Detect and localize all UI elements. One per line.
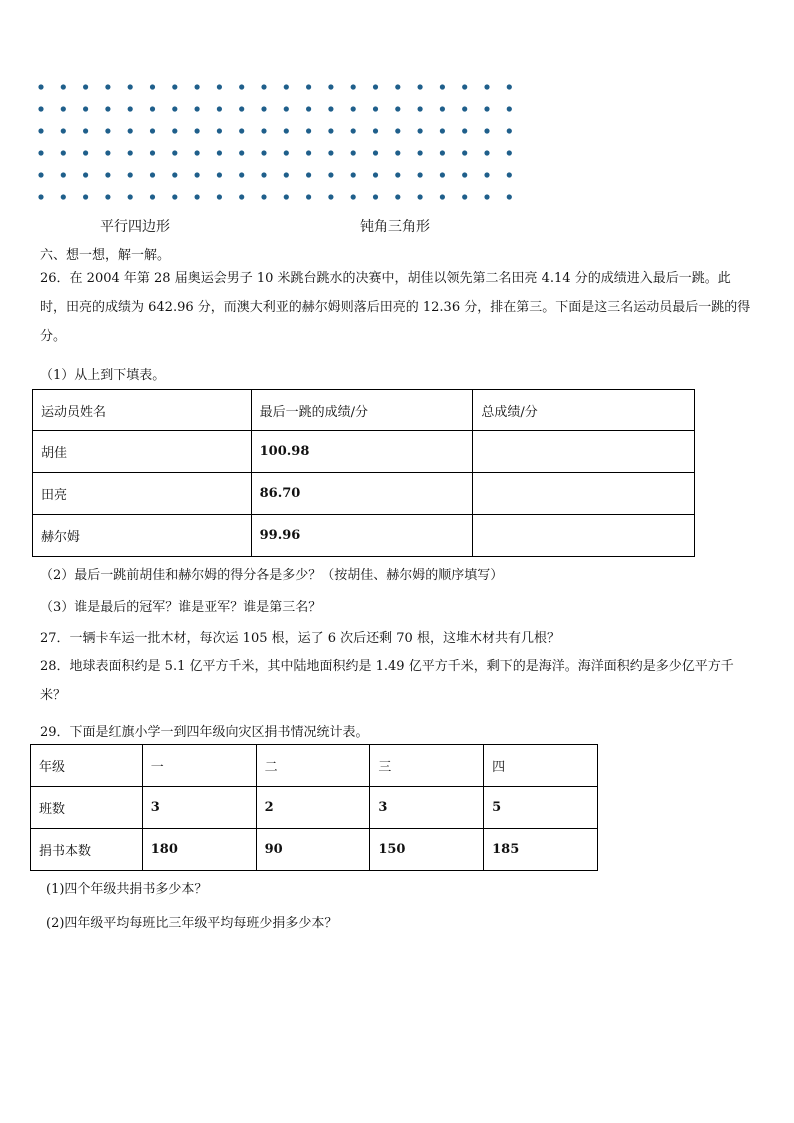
grid-dot [239, 194, 244, 199]
header-total-score: 总成绩/分 [473, 390, 695, 431]
grid-dot [105, 84, 110, 89]
grid-dot [351, 106, 356, 111]
question-26-sub2: （2）最后一跳前胡佳和赫尔姆的得分各是多少？（按胡佳、赫尔姆的顺序填写） [40, 568, 504, 583]
grid-dot [38, 150, 43, 155]
grid-dot [83, 194, 88, 199]
grid-dot [284, 128, 289, 133]
question-27-text: 27．一辆卡车运一批木材，每次运 105 根，运了 6 次后还剩 70 根，这堆木材共有几根？ [40, 631, 560, 646]
grid-dot [217, 84, 222, 89]
section-heading: 六、想一想，解一解。 [40, 248, 171, 263]
grid-dot [284, 106, 289, 111]
grid-dot [83, 172, 88, 177]
classes-cell: 5 [484, 787, 598, 829]
question-29-sub1: (1)四个年级共捐书多少本？ [46, 882, 208, 897]
grid-dot [105, 194, 110, 199]
grid-dot [105, 128, 110, 133]
grid-dot [261, 84, 266, 89]
grid-dot [150, 128, 155, 133]
grid-dot [128, 194, 133, 199]
grid-dot [195, 194, 200, 199]
grid-dot [239, 84, 244, 89]
total-score-cell[interactable] [473, 473, 695, 515]
parallelogram-label: 平行四边形 [100, 219, 170, 235]
grid-dot [418, 84, 423, 89]
grid-dot [328, 150, 333, 155]
grid-dot [195, 106, 200, 111]
grid-dot [239, 106, 244, 111]
grid-dot [395, 172, 400, 177]
grid-dot [239, 150, 244, 155]
grid-dot [395, 84, 400, 89]
grid-dot [38, 172, 43, 177]
grid-dot [507, 150, 512, 155]
grid-dot [83, 84, 88, 89]
grid-dot [284, 172, 289, 177]
header-athlete-name: 运动员姓名 [33, 390, 252, 431]
grid-dot [306, 128, 311, 133]
grid-dot [306, 194, 311, 199]
grid-dot [195, 128, 200, 133]
grid-dot [128, 150, 133, 155]
grid-dot [61, 84, 66, 89]
grid-dot [507, 84, 512, 89]
total-score-cell[interactable] [473, 515, 695, 557]
grid-dot [328, 194, 333, 199]
classes-cell: 2 [256, 787, 370, 829]
grid-dot [61, 172, 66, 177]
grid-dot [261, 194, 266, 199]
grid-dot [484, 150, 489, 155]
question-26-sub3: （3）谁是最后的冠军？谁是亚军？谁是第三名？ [40, 600, 322, 615]
grid-dot [150, 194, 155, 199]
grid-dot [418, 128, 423, 133]
table-row [31, 787, 598, 829]
athlete-name: 田亮 [33, 473, 252, 515]
grid-dot [484, 84, 489, 89]
grid-dot [195, 150, 200, 155]
grid-dot [328, 172, 333, 177]
grid-dot [440, 172, 445, 177]
grid-dot [128, 106, 133, 111]
grid-dot [373, 150, 378, 155]
grid-dot [284, 194, 289, 199]
classes-cell: 3 [142, 787, 256, 829]
header-last-jump-score: 最后一跳的成绩/分 [251, 390, 473, 431]
grid-dot [150, 84, 155, 89]
grid-dot [128, 172, 133, 177]
grade-cell: 二 [256, 745, 370, 787]
table-row [31, 829, 598, 871]
grid-dot [462, 150, 467, 155]
grid-dot [217, 194, 222, 199]
books-cell: 150 [370, 829, 484, 871]
grid-dot [261, 150, 266, 155]
grid-dot [83, 150, 88, 155]
grid-dot [418, 194, 423, 199]
grid-dot [373, 106, 378, 111]
grid-dot [195, 84, 200, 89]
last-jump-score: 100.98 [251, 431, 473, 473]
last-jump-score: 86.70 [251, 473, 473, 515]
grid-dot [38, 106, 43, 111]
grid-dot [351, 128, 356, 133]
obtuse-triangle-label: 钝角三角形 [360, 219, 430, 235]
grid-dot [306, 150, 311, 155]
grid-dot [395, 106, 400, 111]
question-26-text: 26．在 2004 年第 28 届奥运会男子 10 米跳台跳水的决赛中，胡佳以领先第二名田亮 4.14 分的成绩进入最后一跳。此时，田亮的成绩为 642.96 分，而澳大利亚的赫尔姆则落后田亮的 12.36 分，排在第三。下面是这三名运动员最后一跳的得分。 [40, 271, 751, 344]
grid-dot [306, 106, 311, 111]
total-score-cell[interactable] [473, 431, 695, 473]
grid-dot [38, 128, 43, 133]
grid-dot [239, 172, 244, 177]
grid-dot [507, 172, 512, 177]
grid-dot [38, 84, 43, 89]
grid-dot [328, 84, 333, 89]
grid-dot [328, 128, 333, 133]
grid-dot [172, 128, 177, 133]
grid-dot [172, 84, 177, 89]
grid-dot [261, 128, 266, 133]
grade-cell: 三 [370, 745, 484, 787]
grid-dot [462, 194, 467, 199]
grid-dot [484, 172, 489, 177]
grid-dot [217, 128, 222, 133]
grid-dot [484, 128, 489, 133]
grid-dot [484, 194, 489, 199]
table-row [31, 745, 598, 787]
grid-dot [217, 172, 222, 177]
grid-dot [217, 106, 222, 111]
athlete-name: 胡佳 [33, 431, 252, 473]
grid-dot [105, 172, 110, 177]
q29-donation-table [30, 744, 598, 871]
grid-dot [351, 84, 356, 89]
grid-dot [418, 150, 423, 155]
grid-dot [373, 84, 378, 89]
grid-dot [284, 150, 289, 155]
grid-dot [128, 84, 133, 89]
grid-dot [373, 194, 378, 199]
grid-dot [261, 106, 266, 111]
grid-dot [440, 106, 445, 111]
grid-dot [440, 84, 445, 89]
grid-dot [284, 84, 289, 89]
grid-dot [61, 150, 66, 155]
grid-dot [172, 172, 177, 177]
grid-dot [351, 150, 356, 155]
question-26-sub1: （1）从上到下填表。 [40, 368, 166, 383]
grid-dot [507, 194, 512, 199]
books-cell: 180 [142, 829, 256, 871]
grid-dot [484, 106, 489, 111]
grid-dot [150, 150, 155, 155]
grid-dot [38, 194, 43, 199]
grid-dot [440, 194, 445, 199]
grid-dot [373, 128, 378, 133]
row-label-books: 捐书本数 [31, 829, 143, 871]
grid-dot [61, 194, 66, 199]
table-row [33, 515, 695, 557]
grid-dot [328, 106, 333, 111]
grid-dot [462, 172, 467, 177]
grade-cell: 一 [142, 745, 256, 787]
table-header-row [33, 390, 695, 431]
grid-dot [105, 106, 110, 111]
grid-dot [195, 172, 200, 177]
question-29-sub2: (2)四年级平均每班比三年级平均每班少捐多少本？ [46, 916, 338, 931]
last-jump-score: 99.96 [251, 515, 473, 557]
grid-dot [373, 172, 378, 177]
grid-dot [351, 172, 356, 177]
grid-dot [395, 194, 400, 199]
grid-dot [395, 128, 400, 133]
grid-dot [440, 128, 445, 133]
question-28-text: 28．地球表面积约是 5.1 亿平方千米，其中陆地面积约是 1.49 亿平方千米，剩下的是海洋。海洋面积约是多少亿平方千米？ [40, 659, 734, 703]
grid-dot [507, 106, 512, 111]
grid-dot [150, 106, 155, 111]
grid-dot [61, 128, 66, 133]
grid-dot [418, 106, 423, 111]
grade-cell: 四 [484, 745, 598, 787]
dot-grid [30, 76, 520, 208]
grid-dot [105, 150, 110, 155]
athlete-name: 赫尔姆 [33, 515, 252, 557]
grid-dot [418, 172, 423, 177]
grid-dot [172, 194, 177, 199]
grid-dot [462, 84, 467, 89]
grid-dot [61, 106, 66, 111]
grid-dot [507, 128, 512, 133]
grid-dot [239, 128, 244, 133]
row-label-classes: 班数 [31, 787, 143, 829]
grid-dot [150, 172, 155, 177]
grid-dot [306, 84, 311, 89]
grid-dot [83, 106, 88, 111]
grid-dot [83, 128, 88, 133]
grid-dot [306, 172, 311, 177]
grid-dot [351, 194, 356, 199]
table-row [33, 473, 695, 515]
grid-dot [395, 150, 400, 155]
books-cell: 90 [256, 829, 370, 871]
grid-dot [462, 106, 467, 111]
table-row [33, 431, 695, 473]
classes-cell: 3 [370, 787, 484, 829]
question-29-text: 29．下面是红旗小学一到四年级向灾区捐书情况统计表。 [40, 725, 369, 740]
row-label-grade: 年级 [31, 745, 143, 787]
grid-dot [172, 150, 177, 155]
q26-score-table [32, 389, 695, 557]
grid-dot [261, 172, 266, 177]
grid-dot [172, 106, 177, 111]
grid-dot [128, 128, 133, 133]
grid-dot [440, 150, 445, 155]
grid-dot [217, 150, 222, 155]
books-cell: 185 [484, 829, 598, 871]
grid-dot [462, 128, 467, 133]
